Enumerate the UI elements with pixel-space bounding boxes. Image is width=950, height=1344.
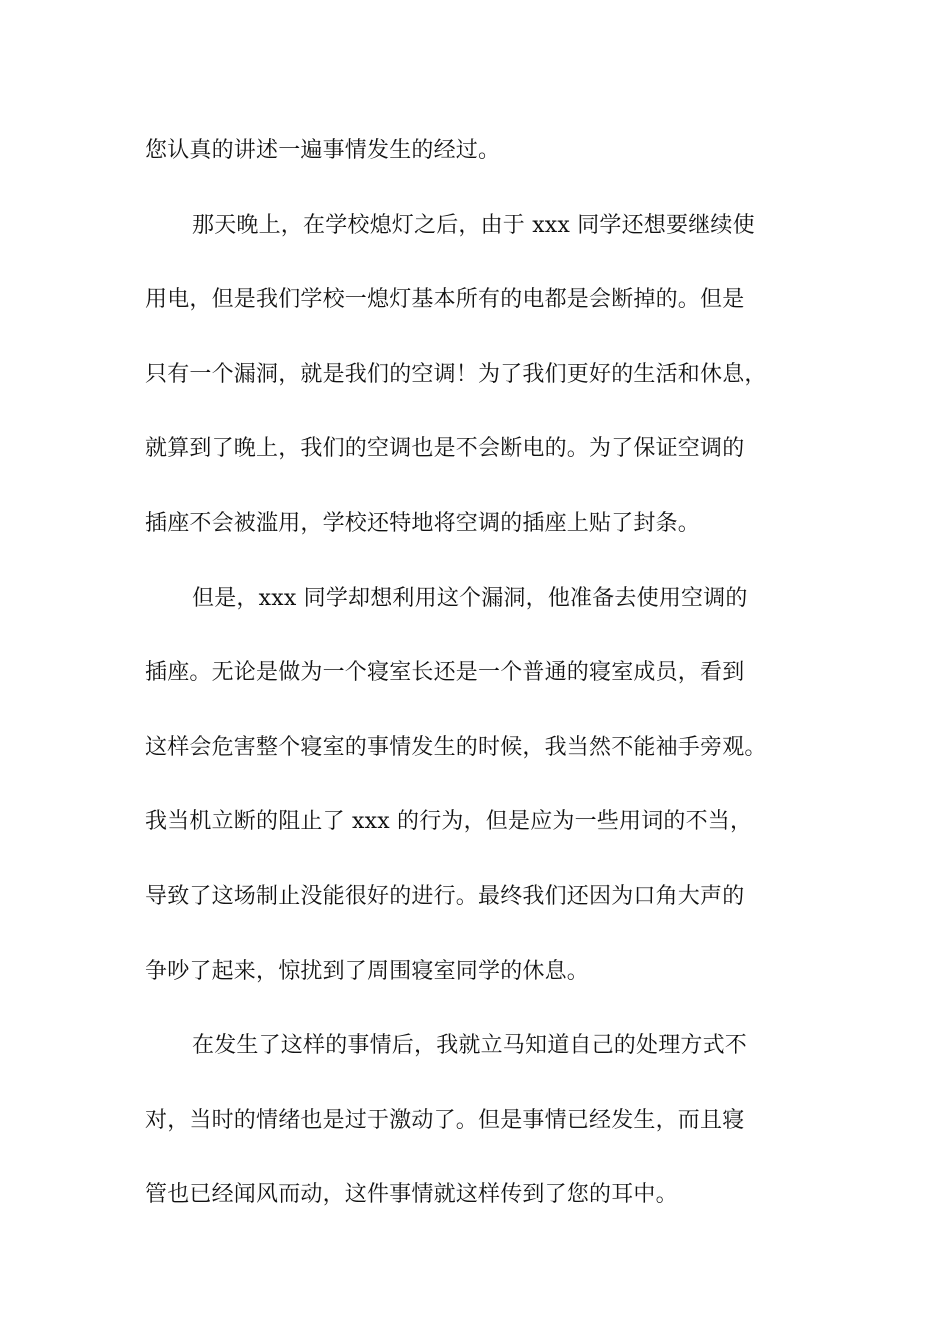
- text-line: 用电，但是我们学校一熄灯基本所有的电都是会断掉的。但是: [145, 287, 745, 313]
- text-line: 对，当时的情绪也是过于激动了。但是事情已经发生，而且寝: [145, 1107, 745, 1133]
- text-line: 插座不会被滥用，学校还特地将空调的插座上贴了封条。: [145, 510, 701, 536]
- text-line: 争吵了起来，惊扰到了周围寝室同学的休息。: [145, 958, 590, 984]
- text-line: 这样会危害整个寝室的事情发生的时候，我当然不能袖手旁观。: [145, 734, 767, 760]
- paragraph-start-line: 在发生了这样的事情后，我就立马知道自己的处理方式不: [192, 1033, 748, 1059]
- text-line: 您认真的讲述一遍事情发生的经过。: [145, 138, 501, 163]
- paragraph-start-line: 那天晚上，在学校熄灯之后，由于 xxx 同学还想要继续使: [192, 212, 755, 238]
- text-line: 导致了这场制止没能很好的进行。最终我们还因为口角大声的: [145, 883, 745, 909]
- text-line: 插座。无论是做为一个寝室长还是一个普通的寝室成员，看到: [145, 660, 745, 686]
- document-body: [145, 133, 825, 1252]
- text-line: 我当机立断的阻止了 xxx 的行为，但是应为一些用词的不当，: [145, 809, 753, 835]
- text-line: 只有一个漏洞，就是我们的空调！为了我们更好的生活和休息，: [145, 361, 767, 387]
- text-line: 就算到了晚上，我们的空调也是不会断电的。为了保证空调的: [145, 436, 745, 462]
- paragraph-start-line: 但是，xxx 同学却想利用这个漏洞，他准备去使用空调的: [192, 585, 748, 611]
- text-line: 管也已经闻风而动，这件事情就这样传到了您的耳中。: [145, 1182, 678, 1208]
